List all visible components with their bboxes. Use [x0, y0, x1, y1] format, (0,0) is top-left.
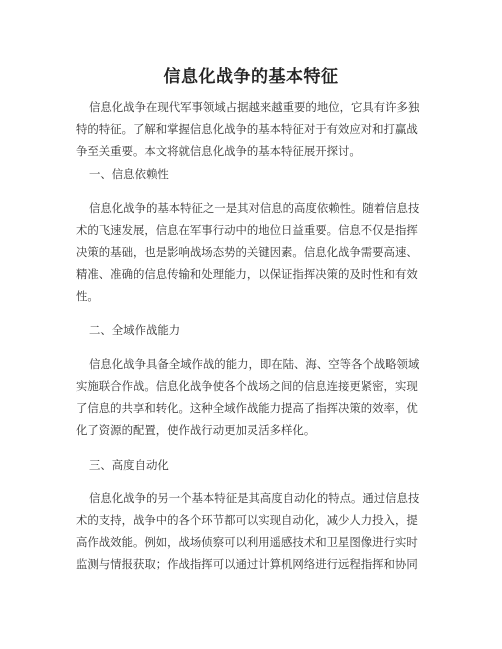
section-1-line-5: 性。	[76, 289, 99, 303]
section-heading-1: 一、信息依赖性	[89, 167, 169, 181]
section-3-line-3: 高作战效能。例如，战场侦察可以利用遥感技术和卫星图像进行实时	[76, 535, 418, 549]
intro-line-1: 信息化战争在现代军事领域占据越来越重要的地位，它具有许多独	[89, 100, 420, 114]
section-1-line-2: 术的飞速发展，信息在军事行动中的地位日益重要。信息不仅是指挥	[76, 223, 418, 237]
section-2-paragraph	[76, 353, 420, 441]
section-1-paragraph	[76, 197, 420, 307]
section-1-line-4: 精准、准确的信息传输和处理能力，以保证指挥决策的及时性和有效	[76, 267, 418, 281]
section-1-line-1: 信息化战争的基本特征之一是其对信息的高度依赖性。随着信息技	[89, 201, 420, 215]
section-3-line-2: 术的支持，战争中的各个环节都可以实现自动化，减少人力投入，提	[76, 513, 418, 527]
section-2-line-2: 实施联合作战。信息化战争使各个战场之间的信息连接更紧密，实现	[76, 379, 418, 393]
section-1-line-3: 决策的基础，也是影响战场态势的关键因素。信息化战争需要高速、	[76, 245, 418, 259]
section-heading-2: 二、全域作战能力	[89, 323, 181, 337]
section-2-line-3: 了信息的共享和转化。这种全域作战能力提高了指挥决策的效率，优	[76, 401, 418, 415]
section-2-line-4: 化了资源的配置，使作战行动更加灵活多样化。	[76, 423, 316, 437]
intro-line-3: 争至关重要。本文将就信息化战争的基本特征展开探讨。	[76, 144, 361, 158]
section-heading-3: 三、高度自动化	[89, 458, 169, 472]
section-2-line-1: 信息化战争具备全域作战的能力，即在陆、海、空等各个战略领域	[89, 357, 420, 371]
section-3-line-4: 监测与情报获取；作战指挥可以通过计算机网络进行远程指挥和协同	[76, 557, 418, 571]
section-3-line-1: 信息化战争的另一个基本特征是其高度自动化的特点。通过信息技	[89, 491, 420, 505]
section-3-paragraph	[76, 487, 420, 575]
document-title: 信息化战争的基本特征	[163, 67, 339, 87]
intro-paragraph	[76, 96, 420, 162]
intro-line-2: 特的特征。了解和掌握信息化战争的基本特征对于有效应对和打赢战	[76, 122, 418, 136]
